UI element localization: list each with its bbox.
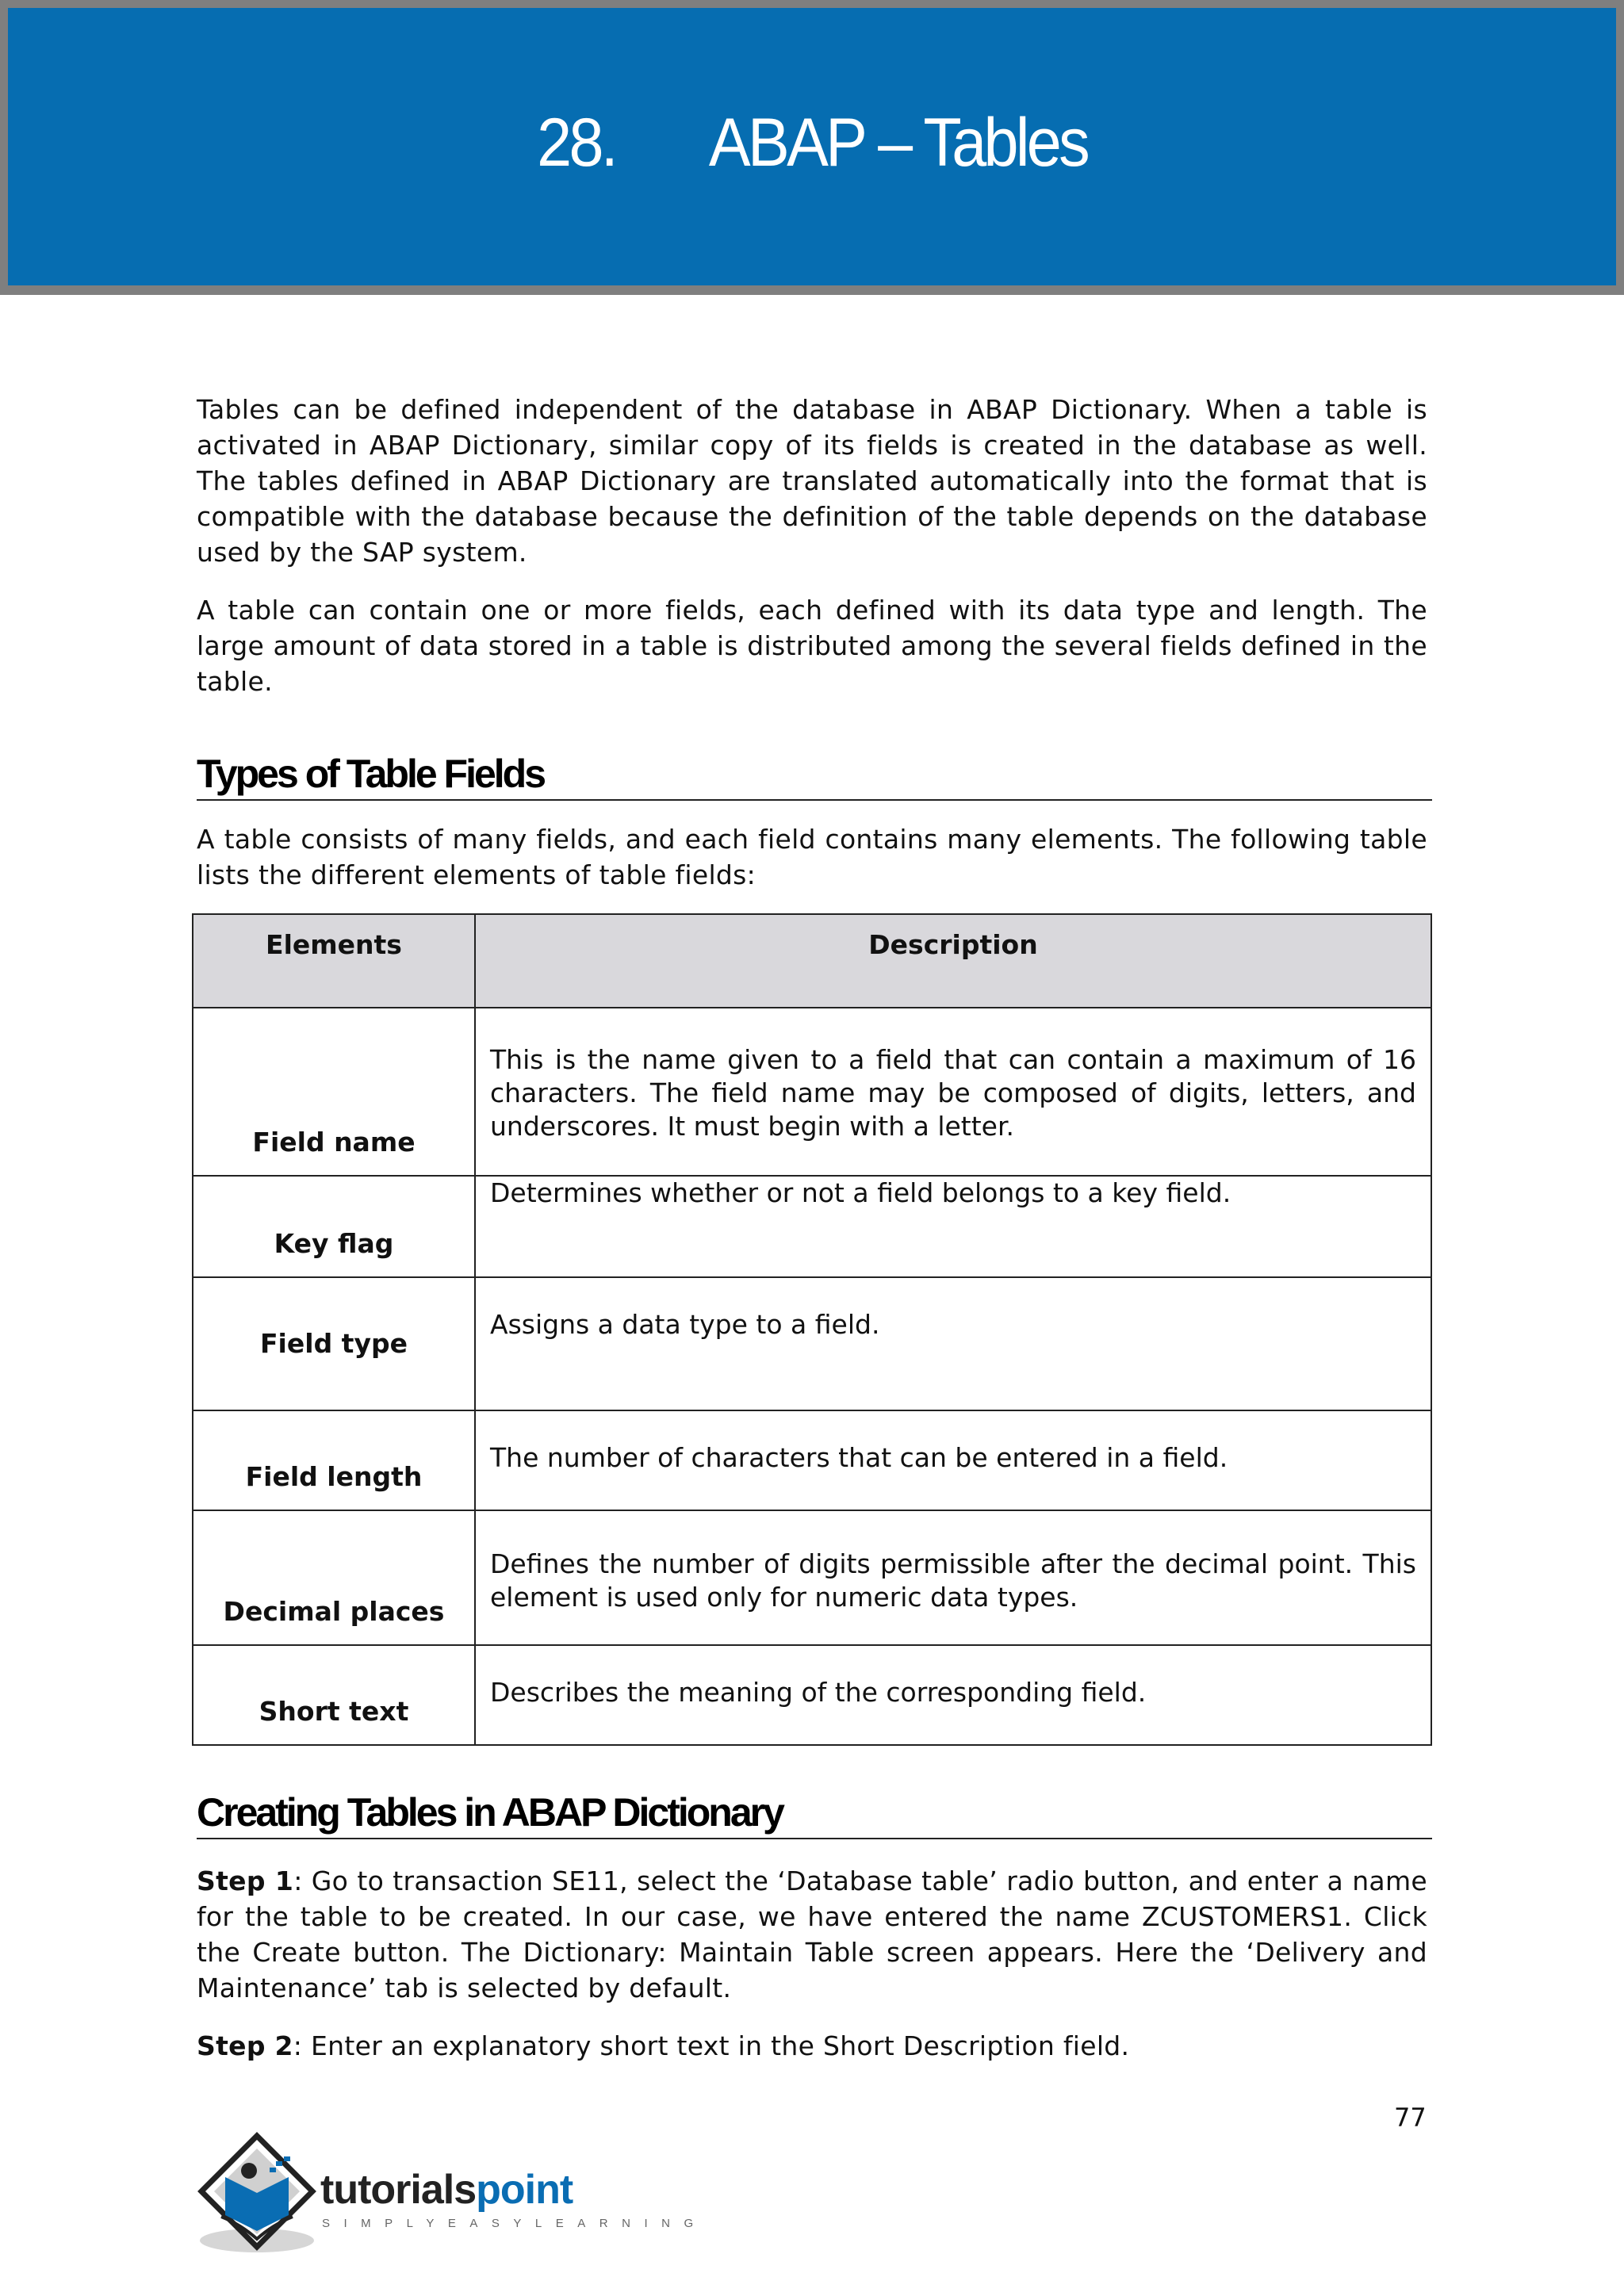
element-cell: Key flag [193, 1176, 475, 1277]
chapter-banner [0, 0, 1624, 295]
logo-wordmark-part1: tutorials [320, 2167, 477, 2213]
table-row [193, 1176, 1431, 1277]
element-cell: Short text [193, 1645, 475, 1745]
chapter-title-text: ABAP – Tables [708, 104, 1087, 181]
description-cell: Defines the number of digits permissible after the decimal point. This element is used only for numeric data types. [475, 1510, 1431, 1645]
element-cell: Decimal places [193, 1510, 475, 1645]
chapter-banner-fill [8, 8, 1616, 285]
chapter-title [537, 104, 1087, 182]
step-1-paragraph [197, 1863, 1427, 2006]
tutorialspoint-logo [193, 2130, 707, 2264]
table-row [193, 1008, 1431, 1176]
column-header-elements: Elements [193, 914, 475, 1008]
logo-wordmark-part2: point [476, 2167, 573, 2213]
table-row [193, 1645, 1431, 1745]
description-cell: This is the name given to a field that can contain a maximum of 16 characters. The field name may be composed of digits, letters, and underscores. It must begin with a letter. [475, 1008, 1431, 1176]
section-heading-create: Creating Tables in ABAP Dictionary [197, 1789, 1432, 1839]
logo-tagline: SIMPLYEASYLEARNING [322, 2217, 707, 2230]
description-cell: The number of characters that can be entered in a field. [475, 1410, 1431, 1510]
element-cell: Field name [193, 1008, 475, 1176]
column-header-description: Description [475, 914, 1431, 1008]
element-cell: Field length [193, 1410, 475, 1510]
element-cell: Field type [193, 1277, 475, 1410]
step-1-label: Step 1 [197, 1866, 294, 1896]
table-header-row [193, 914, 1431, 1008]
description-cell: Assigns a data type to a field. [475, 1277, 1431, 1410]
step-2-text: : Enter an explanatory short text in the Short Description field. [293, 2030, 1130, 2061]
table-row [193, 1510, 1431, 1645]
table-fields-elements [192, 913, 1432, 1746]
step-2-label: Step 2 [197, 2030, 293, 2061]
chapter-number: 28. [537, 104, 616, 181]
table-row [193, 1410, 1431, 1510]
step-2-paragraph [197, 2028, 1427, 2064]
logo-wordmark [320, 2168, 573, 2212]
intro-paragraph-1: Tables can be defined independent of the database in ABAP Dictionary. When a table is activated in ABAP Dictionary, similar copy of its fields is created in the database as well. The tables defined in ABAP Dictionary are translated automatically into the format that is compatible with the database because the definition of the table depends on the database used by the SAP system. [197, 394, 1427, 568]
description-cell: Determines whether or not a field belongs to a key field. [475, 1176, 1431, 1277]
book-reader-icon [193, 2130, 328, 2264]
description-cell: Describes the meaning of the corresponding field. [475, 1645, 1431, 1745]
table-row [193, 1277, 1431, 1410]
intro-paragraph-2: A table can contain one or more fields, each defined with its data type and length. The large amount of data stored in a table is distributed among the several fields defined in the table. [197, 595, 1427, 697]
step-1-text: : Go to transaction SE11, select the ‘Database table’ radio button, and enter a name for the table to be created. In our case, we have entered the name ZCUSTOMERS1. Click the Create button. The Dictionary: Maintain Table screen appears. Here the ‘Delivery and Maintenance’ tab is selected by default. [197, 1866, 1427, 2003]
page-number: 77 [1394, 2103, 1427, 2133]
types-intro-paragraph: A table consists of many fields, and each field contains many elements. The following table lists the different elements of table fields: [197, 824, 1427, 890]
section-heading-types: Types of Table Fields [197, 750, 1432, 801]
